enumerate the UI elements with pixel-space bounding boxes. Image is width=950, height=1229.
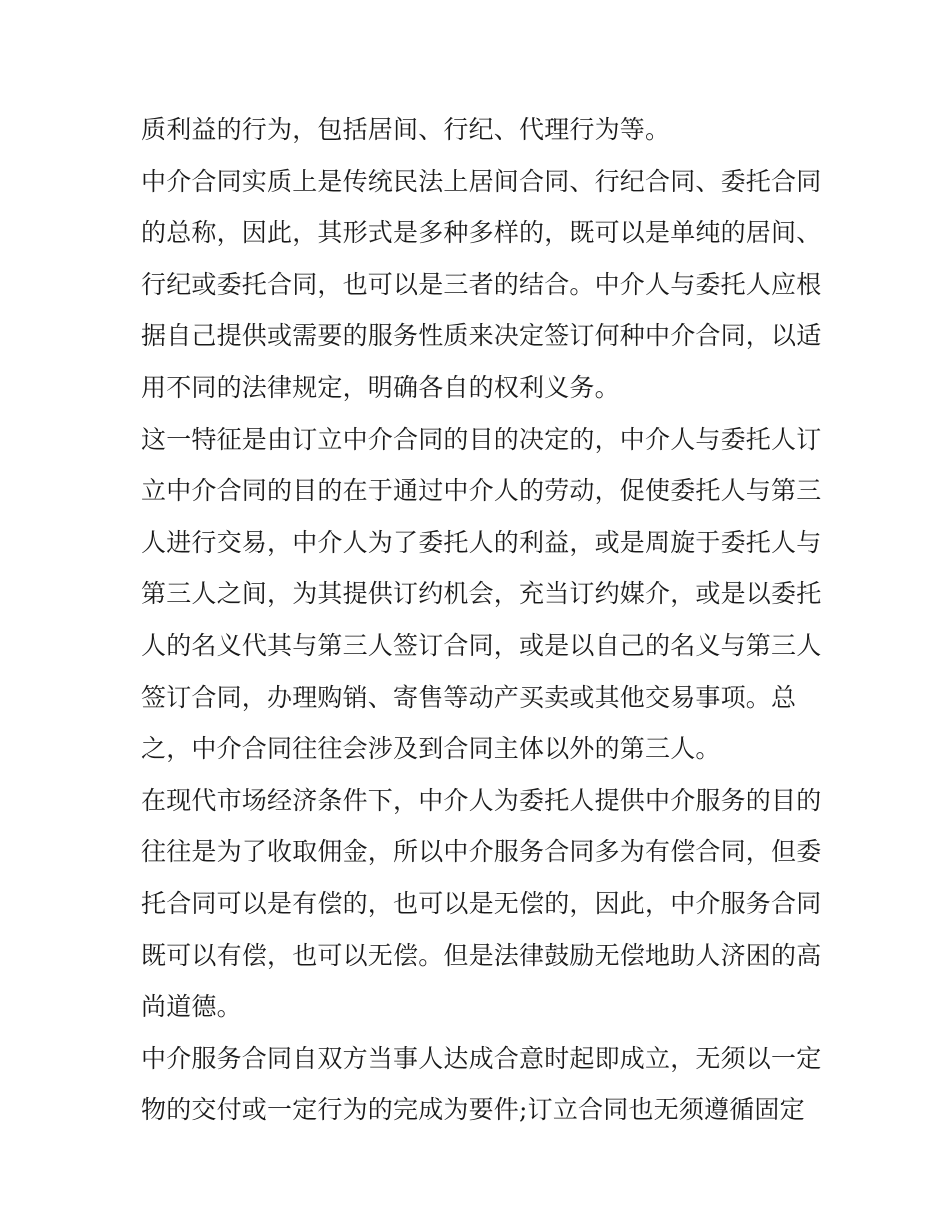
text-line: 用不同的法律规定，明确各自的权利义务。 (141, 372, 620, 402)
text-line: 在现代市场经济条件下，中介人为委托人提供中介服务的目的 (141, 785, 822, 815)
body-text (141, 104, 821, 1136)
text-line: 之，中介合同往往会涉及到合同主体以外的第三人。 (141, 734, 721, 764)
text-line: 行纪或委托合同，也可以是三者的结合。中介人与委托人应根 (141, 269, 822, 299)
text-line: 中介合同实质上是传统民法上居间合同、行纪合同、委托合同 (141, 166, 822, 196)
text-line: 签订合同，办理购销、寄售等动产买卖或其他交易事项。总 (141, 682, 797, 712)
text-line: 据自己提供或需要的服务性质来决定签订何种中介合同，以适 (141, 321, 822, 351)
text-line: 第三人之间，为其提供订约机会，充当订约媒介，或是以委托 (141, 579, 822, 609)
text-line: 的总称，因此，其形式是多种多样的，既可以是单纯的居间、 (141, 218, 822, 248)
text-line: 质利益的行为，包括居间、行纪、代理行为等。 (141, 115, 671, 144)
text-line: 托合同可以是有偿的，也可以是无偿的，因此，中介服务合同 (141, 888, 822, 918)
text-line: 人进行交易，中介人为了委托人的利益，或是周旋于委托人与 (141, 527, 822, 557)
text-line: 人的名义代其与第三人签订合同，或是以自己的名义与第三人 (141, 630, 822, 660)
text-line: 这一特征是由订立中介合同的目的决定的，中介人与委托人订 (141, 424, 822, 454)
text-line: 立中介合同的目的在于通过中介人的劳动，促使委托人与第三 (141, 476, 822, 506)
text-line: 尚道德。 (141, 992, 242, 1022)
text-line: 既可以有偿，也可以无偿。但是法律鼓励无偿地助人济困的高 (141, 940, 822, 970)
text-line: 中介服务合同自双方当事人达成合意时起即成立，无须以一定 (141, 1043, 822, 1073)
text-line: 物的交付或一定行为的完成为要件;订立合同也无须遵循固定 (141, 1095, 805, 1125)
text-line: 往往是为了收取佣金，所以中介服务合同多为有偿合同，但委 (141, 837, 822, 867)
